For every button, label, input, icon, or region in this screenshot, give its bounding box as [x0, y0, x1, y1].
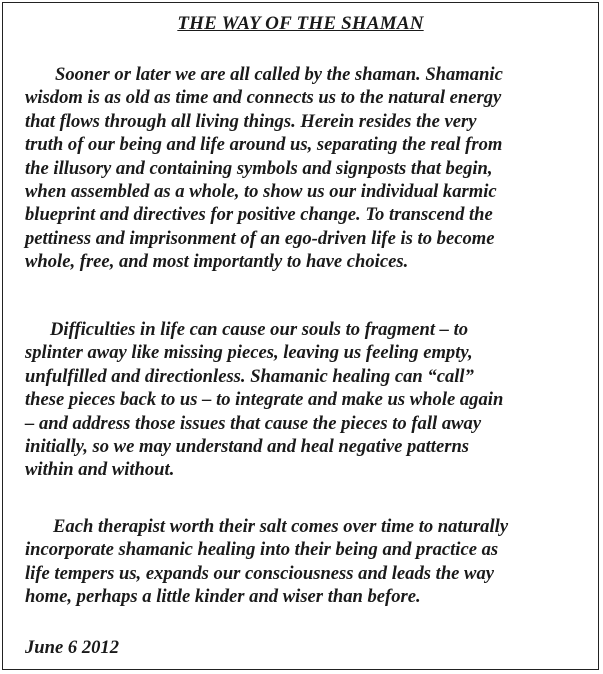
paragraph-line: the illusory and containing symbols and signposts that begin,	[25, 157, 493, 179]
paragraph-line: when assembled as a whole, to show us our individual karmic	[25, 181, 497, 203]
document-date: June 6 2012	[25, 637, 120, 658]
paragraph-line: that flows through all living things. Herein resides the very	[25, 110, 477, 132]
paragraph-line: unfulfilled and directionless. Shamanic healing can “call”	[25, 365, 474, 387]
paragraph-line: – and address those issues that cause the pieces to fall away	[25, 412, 482, 434]
document-page	[2, 2, 599, 670]
paragraph-line: these pieces back to us – to integrate and make us whole again	[25, 389, 504, 411]
paragraph-line: wisdom is as old as time and connects us to the natural energy	[25, 87, 502, 109]
paragraph-line: blueprint and directives for positive change. To transcend the	[25, 204, 493, 226]
document-title: THE WAY OF THE SHAMAN	[177, 13, 424, 34]
paragraph-3	[25, 515, 597, 609]
paragraph-line: incorporate shamanic healing into their being and practice as	[25, 539, 499, 561]
paragraph-line: pettiness and imprisonment of an ego-driven life is to become	[25, 227, 495, 249]
paragraph-line: whole, free, and most importantly to have choices.	[25, 251, 409, 273]
paragraph-line: within and without.	[25, 459, 175, 481]
paragraph-line: life tempers us, expands our consciousness and leads the way	[25, 562, 495, 584]
paragraph-line: initially, so we may understand and heal negative patterns	[25, 436, 470, 458]
paragraph-line: home, perhaps a little kinder and wiser than before.	[25, 586, 421, 608]
paragraph-line: truth of our being and life around us, separating the real from	[25, 134, 503, 156]
paragraph-line: Sooner or later we are all called by the shaman. Shamanic	[55, 64, 503, 85]
paragraph-1	[25, 63, 597, 274]
paragraph-line: splinter away like missing pieces, leaving us feeling empty,	[25, 342, 473, 364]
paragraph-line: Difficulties in life can cause our souls to fragment – to	[50, 319, 469, 340]
paragraph-line: Each therapist worth their salt comes over time to naturally	[53, 516, 509, 537]
paragraph-2	[25, 318, 597, 482]
